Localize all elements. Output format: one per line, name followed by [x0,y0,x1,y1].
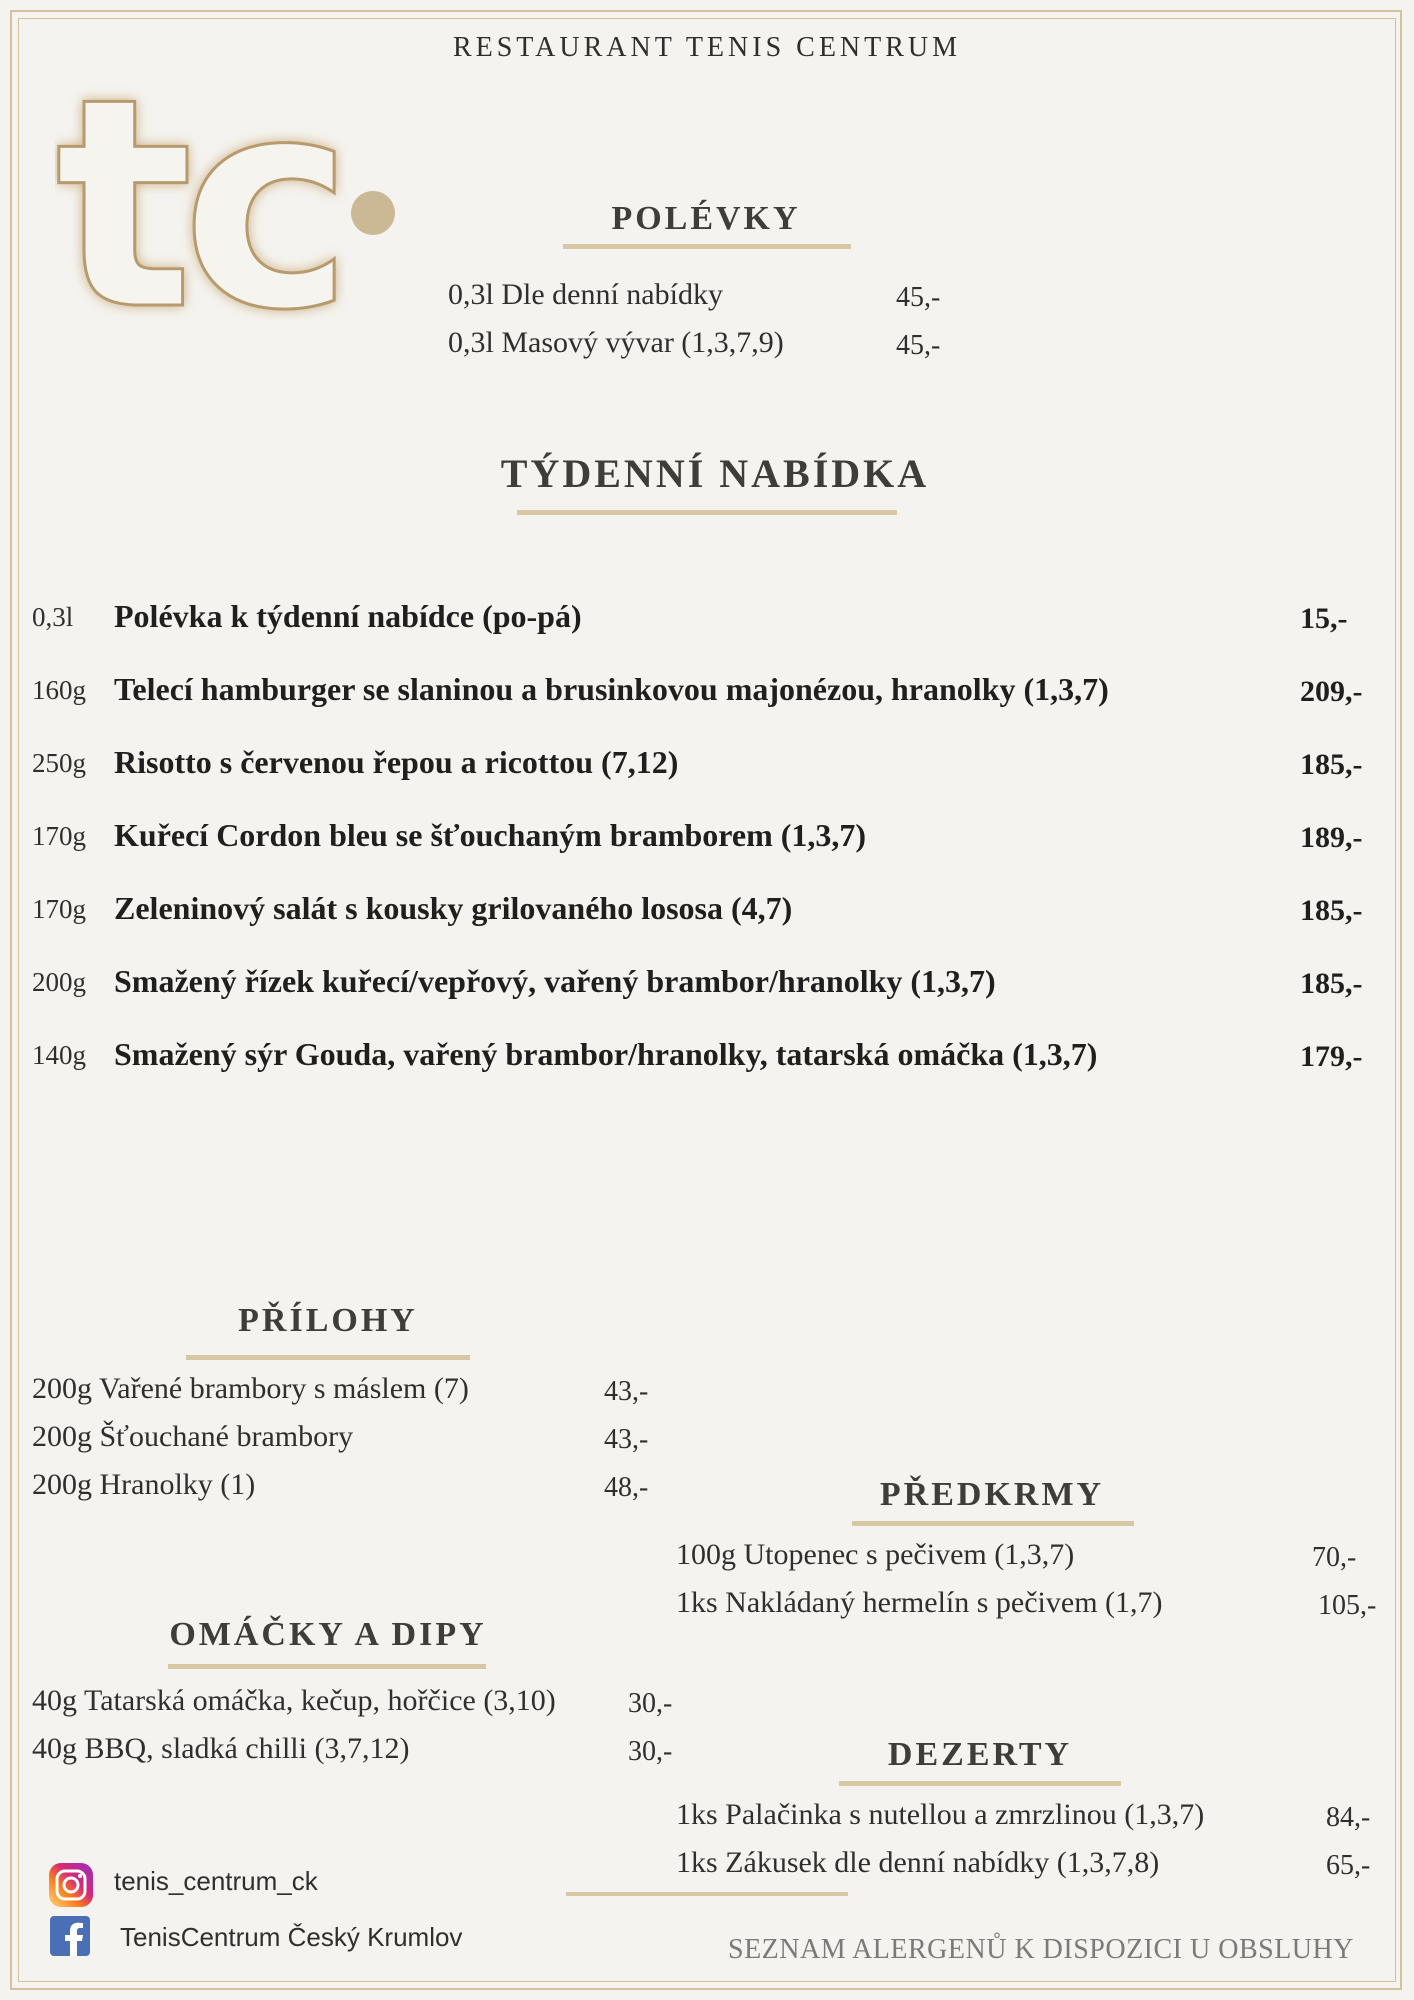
weekly-item-name: Zeleninový salát s kousky grilovaného lososa (4,7) [114,890,793,926]
weekly-qty: 160g [32,675,86,705]
heading-predkrmy: PŘEDKRMY [879,1476,1105,1513]
weekly-item-price: 185,- [1300,748,1363,781]
dessert-item-name: 1ks Palačinka s nutellou a zmrzlinou (1,3,7) [676,1798,1205,1831]
instagram-handle[interactable]: tenis_centrum_ck [114,1866,318,1896]
weekly-item-price: 185,- [1300,894,1363,927]
dessert-item-price: 65,- [1326,1850,1371,1881]
starter-item-price: 70,- [1312,1542,1357,1573]
starter-item-name: 100g Utopenec s pečivem (1,3,7) [676,1538,1075,1571]
allergen-note: SEZNAM ALERGENŮ K DISPOZICI U OBSLUHY [728,1934,1354,1965]
underline-predkrmy [852,1521,1134,1526]
weekly-item-name: Smažený sýr Gouda, vařený brambor/hranolky, tatarská omáčka (1,3,7) [114,1036,1098,1072]
heading-prilohy: PŘÍLOHY [238,1302,418,1339]
underline-polevky [563,244,851,249]
facebook-page[interactable]: TenisCentrum Český Krumlov [120,1922,463,1952]
underline-bottom-divider [566,1892,848,1896]
weekly-item-name: Risotto s červenou řepou a ricottou (7,12) [114,744,679,780]
side-item-price: 43,- [604,1376,649,1407]
tc-logo [55,80,415,320]
starter-item-price: 105,- [1318,1590,1377,1621]
weekly-item-price: 185,- [1300,967,1363,1000]
soup-item-name: 0,3l Masový vývar (1,3,7,9) [448,326,784,359]
side-item-name: 200g Hranolky (1) [32,1468,256,1501]
heading-omacky: OMÁČKY A DIPY [169,1616,487,1653]
weekly-qty: 0,3l [32,602,74,632]
weekly-item-name: Smažený řízek kuřecí/vepřový, vařený brambor/hranolky (1,3,7) [114,963,996,999]
weekly-item-price: 189,- [1300,821,1363,854]
weekly-item-name: Polévka k týdenní nabídce (po-pá) [114,598,582,634]
heading-tydenni: TÝDENNÍ NABÍDKA [500,451,930,496]
weekly-item-name: Telecí hamburger se slaninou a brusinkovou majonézou, hranolky (1,3,7) [114,671,1109,707]
heading-dezerty: DEZERTY [887,1736,1073,1773]
starter-item-name: 1ks Nakládaný hermelín s pečivem (1,7) [676,1586,1163,1619]
weekly-qty: 250g [32,748,86,778]
heading-polevky: POLÉVKY [611,200,801,237]
sauce-item-price: 30,- [628,1736,673,1767]
side-item-name: 200g Vařené brambory s máslem (7) [32,1372,469,1405]
underline-prilohy [186,1355,470,1360]
weekly-item-price: 15,- [1300,602,1348,635]
facebook-icon[interactable] [50,1916,90,1956]
underline-omacky [168,1664,486,1669]
soup-item-price: 45,- [896,330,941,361]
underline-tydenni [517,510,897,515]
underline-dezerty [839,1781,1121,1786]
dessert-item-name: 1ks Zákusek dle denní nabídky (1,3,7,8) [676,1846,1160,1879]
logo-letters: tc [55,80,342,320]
side-item-name: 200g Šťouchané brambory [32,1420,354,1453]
restaurant-name: RESTAURANT TENIS CENTRUM [452,32,962,63]
side-item-price: 43,- [604,1424,649,1455]
logo-dot [351,191,395,235]
sauce-item-name: 40g BBQ, sladká chilli (3,7,12) [32,1732,410,1765]
weekly-qty: 200g [32,967,86,997]
sauce-item-price: 30,- [628,1688,673,1719]
weekly-item-price: 209,- [1300,675,1363,708]
weekly-item-price: 179,- [1300,1040,1363,1073]
soup-item-name: 0,3l Dle denní nabídky [448,278,723,311]
weekly-qty: 170g [32,821,86,851]
weekly-qty: 170g [32,894,86,924]
weekly-item-name: Kuřecí Cordon bleu se šťouchaným bramborem (1,3,7) [114,817,867,853]
soup-item-price: 45,- [896,282,941,313]
instagram-icon[interactable] [48,1862,94,1908]
dessert-item-price: 84,- [1326,1802,1371,1833]
weekly-qty: 140g [32,1040,86,1070]
sauce-item-name: 40g Tatarská omáčka, kečup, hořčice (3,10) [32,1684,556,1717]
side-item-price: 48,- [604,1472,649,1503]
